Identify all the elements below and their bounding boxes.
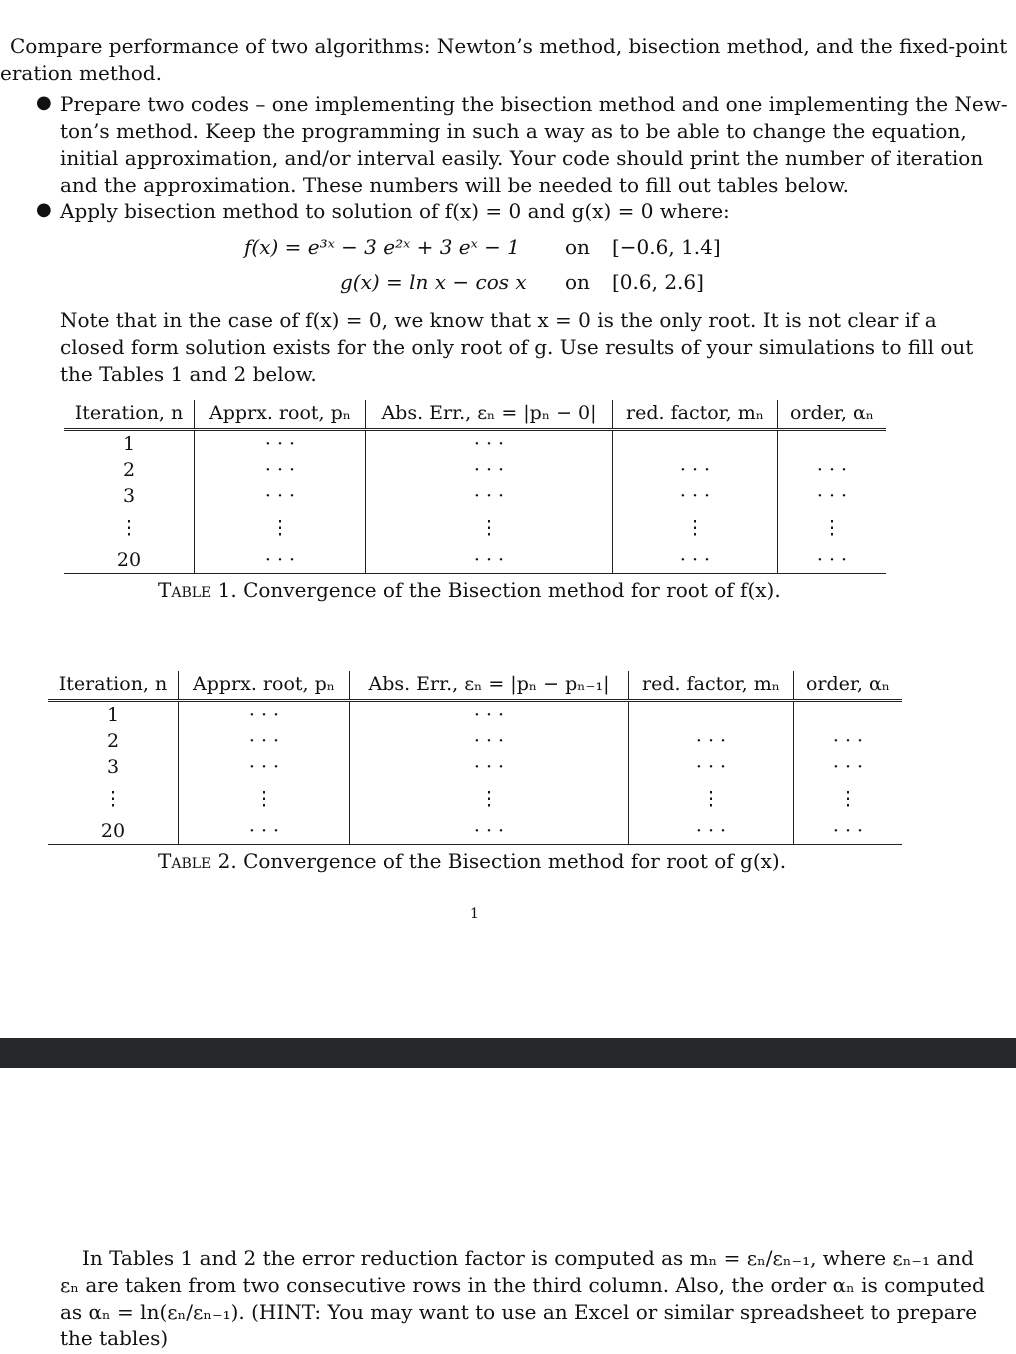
t2-cell: · · · bbox=[179, 701, 350, 729]
t2-cell: · · · bbox=[794, 754, 903, 780]
t1-cell: · · · bbox=[195, 547, 366, 574]
t1-cell: ⋮ bbox=[366, 509, 613, 547]
table-row bbox=[48, 818, 902, 845]
page-divider bbox=[0, 1038, 1016, 1068]
t2-cell: · · · bbox=[179, 728, 350, 754]
t2-header-abs-err: Abs. Err., εₙ = |pₙ − pₙ₋₁| bbox=[350, 671, 629, 701]
t2-cell: 20 bbox=[48, 818, 179, 845]
t2-cell: · · · bbox=[350, 818, 629, 845]
table-2-caption-label: Table 2. bbox=[158, 849, 237, 873]
t1-cell: · · · bbox=[366, 483, 613, 509]
intro-line-2: eration method. bbox=[0, 61, 162, 85]
t1-cell: · · · bbox=[778, 457, 887, 483]
intro-line-1: Compare performance of two algorithms: Newton’s method, bisection method, and the fixed-point bbox=[10, 34, 1008, 58]
t1-cell: · · · bbox=[366, 547, 613, 574]
equation-g-on: on bbox=[565, 270, 590, 294]
table-1 bbox=[64, 400, 886, 574]
note-line-2: closed form solution exists for the only root of g. Use results of your simulations to fill out bbox=[60, 335, 974, 359]
t2-cell: 2 bbox=[106, 730, 120, 752]
t2-cell: 3 bbox=[106, 756, 120, 778]
equation-g: g(x) = ln x − cos x bbox=[340, 270, 527, 294]
equation-f-on: on bbox=[565, 235, 590, 259]
table-2 bbox=[48, 671, 902, 845]
t1-header-iteration: Iteration, n bbox=[64, 400, 195, 430]
table-row bbox=[64, 457, 886, 483]
t1-cell: · · · bbox=[613, 457, 778, 483]
t1-cell bbox=[778, 430, 887, 458]
t2-cell: · · · bbox=[350, 754, 629, 780]
t1-header-abs-err: Abs. Err., εₙ = |pₙ − 0| bbox=[366, 400, 613, 430]
t1-cell: · · · bbox=[613, 547, 778, 574]
t2-cell: · · · bbox=[179, 754, 350, 780]
equation-f-interval: [−0.6, 1.4] bbox=[612, 235, 721, 259]
table-row bbox=[64, 483, 886, 509]
t2-cell: ⋮ bbox=[350, 780, 629, 818]
t1-cell: · · · bbox=[195, 457, 366, 483]
t2-header-red-factor: red. factor, mₙ bbox=[629, 671, 794, 701]
t1-cell: · · · bbox=[366, 457, 613, 483]
table-1-caption-text: Convergence of the Bisection method for root of f(x). bbox=[243, 578, 781, 602]
t2-cell: · · · bbox=[794, 818, 903, 845]
page-number: 1 bbox=[470, 906, 479, 922]
t2-cell: ⋮ bbox=[179, 780, 350, 818]
table-row bbox=[48, 780, 902, 818]
equation-g-interval: [0.6, 2.6] bbox=[612, 270, 704, 294]
bullet-1-line-1: Prepare two codes – one implementing the bisection method and one implementing the New- bbox=[60, 92, 1008, 116]
bullet-2-line-1: Apply bisection method to solution of f(x) = 0 and g(x) = 0 where: bbox=[60, 199, 730, 223]
t2-cell: · · · bbox=[179, 818, 350, 845]
t2-cell: · · · bbox=[629, 728, 794, 754]
t1-cell: · · · bbox=[195, 483, 366, 509]
t2-cell: · · · bbox=[350, 728, 629, 754]
note-line-3: the Tables 1 and 2 below. bbox=[60, 362, 317, 386]
t1-cell: · · · bbox=[195, 430, 366, 458]
t1-header-red-factor: red. factor, mₙ bbox=[613, 400, 778, 430]
t2-cell: ⋮ bbox=[103, 788, 123, 810]
table-row bbox=[48, 754, 902, 780]
t1-cell: 2 bbox=[122, 459, 136, 481]
bullet-marker: ● bbox=[36, 92, 52, 113]
t1-header-order: order, αₙ bbox=[778, 400, 887, 430]
table-row bbox=[64, 547, 886, 574]
t2-cell bbox=[629, 701, 794, 729]
t1-cell: · · · bbox=[778, 547, 887, 574]
t1-cell: ⋮ bbox=[195, 509, 366, 547]
t2-cell: ⋮ bbox=[629, 780, 794, 818]
footer-line-3: as αₙ = ln(εₙ/εₙ₋₁). (HINT: You may want to use an Excel or similar spreadsheet to prepare bbox=[60, 1300, 978, 1324]
table-1-caption bbox=[158, 578, 781, 602]
t1-cell: 1 bbox=[122, 433, 136, 455]
t1-cell: 20 bbox=[64, 547, 195, 574]
footer-line-4: the tables) bbox=[60, 1326, 169, 1350]
t2-cell: 1 bbox=[106, 704, 120, 726]
table-row bbox=[64, 430, 886, 458]
bullet-1-line-2: ton’s method. Keep the programming in such a way as to be able to change the equation, bbox=[60, 119, 967, 143]
table-row bbox=[64, 509, 886, 547]
t2-cell: · · · bbox=[629, 818, 794, 845]
t1-cell: · · · bbox=[778, 483, 887, 509]
t1-cell: ⋮ bbox=[119, 517, 139, 539]
table-row bbox=[48, 701, 902, 729]
footer-line-1: In Tables 1 and 2 the error reduction factor is computed as mₙ = εₙ/εₙ₋₁, where εₙ₋₁ and bbox=[82, 1246, 974, 1270]
table-2-caption bbox=[158, 849, 786, 873]
t1-header-root: Apprx. root, pₙ bbox=[195, 400, 366, 430]
t2-header-iteration: Iteration, n bbox=[48, 671, 179, 701]
note-line-1: Note that in the case of f(x) = 0, we know that x = 0 is the only root. It is not clear if a bbox=[60, 308, 937, 332]
footer-line-2: εₙ are taken from two consecutive rows in the third column. Also, the order αₙ is computed bbox=[60, 1273, 985, 1297]
t1-cell: · · · bbox=[613, 483, 778, 509]
table-1-caption-label: Table 1. bbox=[158, 578, 237, 602]
bullet-1-line-3: initial approximation, and/or interval easily. Your code should print the number of iteration bbox=[60, 146, 984, 170]
table-2-caption-text: Convergence of the Bisection method for root of g(x). bbox=[243, 849, 787, 873]
t2-cell: · · · bbox=[794, 728, 903, 754]
equation-f: f(x) = e³ˣ − 3 e²ˣ + 3 eˣ − 1 bbox=[244, 235, 520, 259]
t1-cell: ⋮ bbox=[613, 509, 778, 547]
t2-cell: ⋮ bbox=[794, 780, 903, 818]
t1-cell bbox=[613, 430, 778, 458]
t2-header-order: order, αₙ bbox=[794, 671, 903, 701]
table-row bbox=[48, 728, 902, 754]
t2-cell: · · · bbox=[629, 754, 794, 780]
t1-cell: ⋮ bbox=[778, 509, 887, 547]
t1-cell: 3 bbox=[122, 485, 136, 507]
t2-cell bbox=[794, 701, 903, 729]
bullet-1-line-4: and the approximation. These numbers will be needed to fill out tables below. bbox=[60, 173, 849, 197]
t2-cell: · · · bbox=[350, 701, 629, 729]
t2-header-root: Apprx. root, pₙ bbox=[179, 671, 350, 701]
bullet-marker: ● bbox=[36, 199, 52, 220]
t1-cell: · · · bbox=[366, 430, 613, 458]
